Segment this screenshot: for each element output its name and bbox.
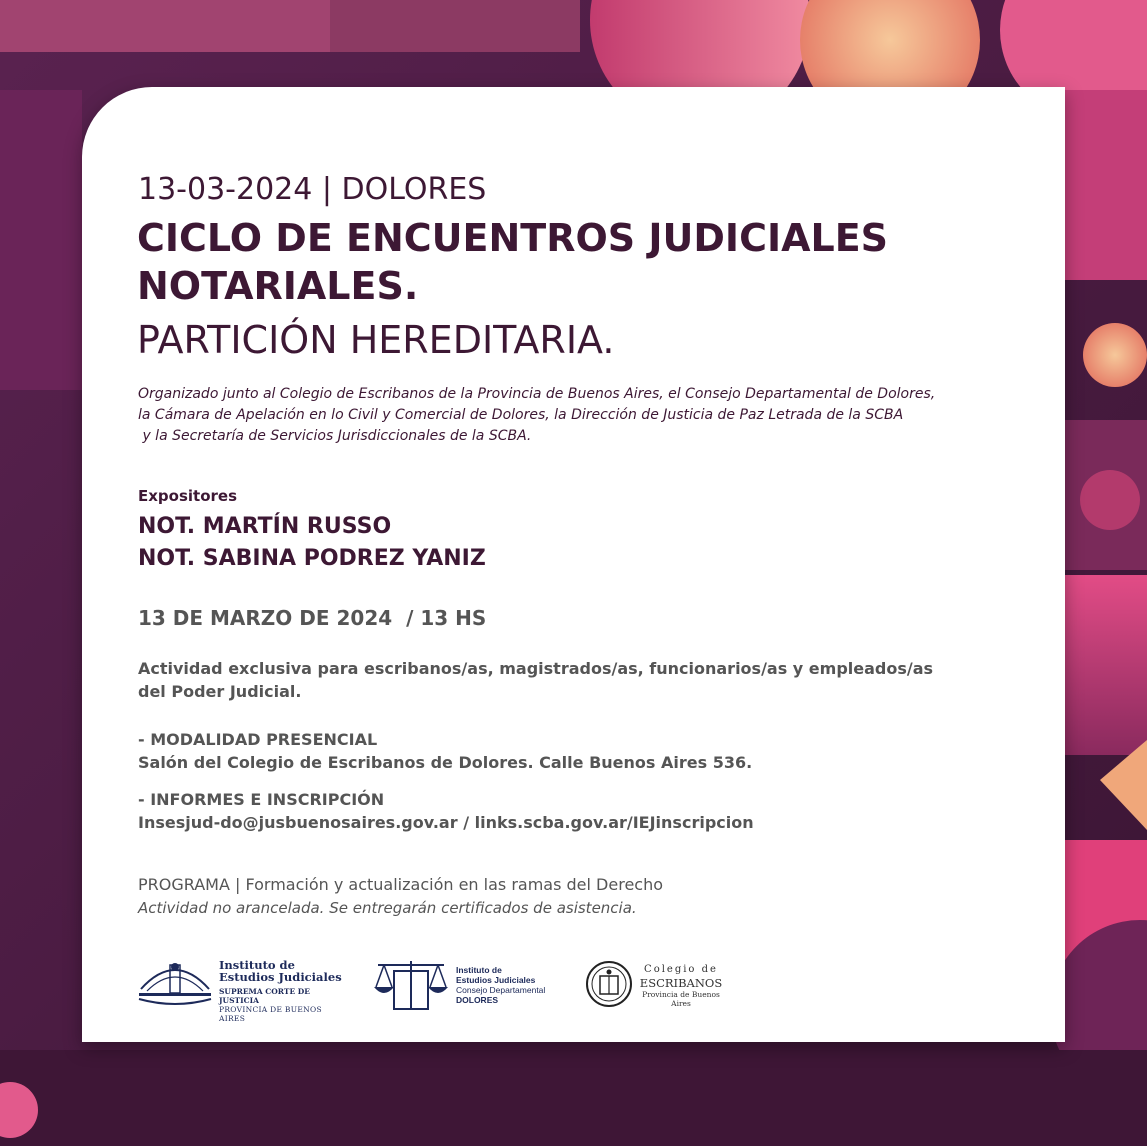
logo-iej-line: Instituto de — [219, 958, 295, 972]
audience-note — [138, 657, 958, 703]
logo-iej-scba — [137, 955, 347, 1023]
speakers-heading: Expositores — [138, 487, 238, 505]
event-title-line: NOTARIALES. — [137, 264, 419, 308]
modality-heading: - MODALIDAD PRESENCIAL — [138, 730, 378, 749]
logo-colegio-line: ESCRIBANOS — [639, 976, 723, 990]
event-title-line: CICLO DE ENCUENTROS JUDICIALES — [137, 216, 889, 260]
program-line: PROGRAMA | Formación y actualización en las ramas del Derecho — [138, 875, 664, 894]
scales-of-justice-icon — [372, 957, 450, 1011]
modality-section — [138, 728, 752, 774]
registration-section — [138, 788, 754, 834]
registration-heading: - INFORMES E INSCRIPCIÓN — [138, 790, 385, 809]
organizers-line: Organizado junto al Colegio de Escribanos de la Provincia de Buenos Aires, el Consejo Departamental de Dolores, — [138, 386, 936, 402]
organizers-line: y la Secretaría de Servicios Jurisdiccionales de la SCBA. — [138, 428, 532, 444]
logo-iej-line: Estudios Judiciales — [219, 970, 342, 984]
courthouse-emblem-icon — [137, 957, 213, 1009]
modality-place: Salón del Colegio de Escribanos de Dolores. Calle Buenos Aires 536. — [138, 753, 753, 772]
logo-iej-dolores — [372, 957, 572, 1012]
logo-dolores-line: DOLORES — [456, 995, 499, 1005]
free-activity-note: Actividad no arancelada. Se entregarán certificados de asistencia. — [138, 899, 637, 917]
logo-iej-line: PROVINCIA DE BUENOS AIRES — [219, 1005, 322, 1023]
logo-colegio-line: Provincia de Buenos Aires — [642, 990, 720, 1008]
event-date-time: 13 DE MARZO DE 2024 / 13 HS — [138, 606, 487, 630]
organizers-line: la Cámara de Apelación en lo Civil y Comercial de Dolores, la Dirección de Justicia de Paz Letrada de la SCBA — [138, 407, 904, 423]
event-subtitle: PARTICIÓN HEREDITARIA. — [137, 318, 615, 362]
notary-seal-icon — [585, 960, 633, 1008]
event-dateline: 13-03-2024 | DOLORES — [138, 172, 487, 207]
logo-colegio-escribanos — [585, 960, 745, 1015]
logo-colegio-line: Colegio de — [644, 964, 718, 975]
organizers-note — [138, 384, 1018, 447]
audience-line: del Poder Judicial. — [138, 682, 302, 701]
logo-dolores-line: Instituto de — [456, 965, 502, 975]
logo-iej-line: SUPREMA CORTE DE JUSTICIA — [219, 987, 311, 1005]
logo-dolores-line: Estudios Judiciales — [456, 975, 536, 985]
speakers-list — [138, 511, 486, 575]
logo-dolores-line: Consejo Departamental — [456, 985, 546, 995]
speaker-name: NOT. MARTÍN RUSSO — [138, 514, 392, 539]
event-title — [137, 214, 1037, 310]
speaker-name: NOT. SABINA PODREZ YANIZ — [138, 546, 486, 571]
audience-line: Actividad exclusiva para escribanos/as, magistrados/as, funcionarios/as y empleados/as — [138, 659, 934, 678]
registration-contact: Insesjud-do@jusbuenosaires.gov.ar / links.scba.gov.ar/IEJinscripcion — [138, 813, 754, 832]
